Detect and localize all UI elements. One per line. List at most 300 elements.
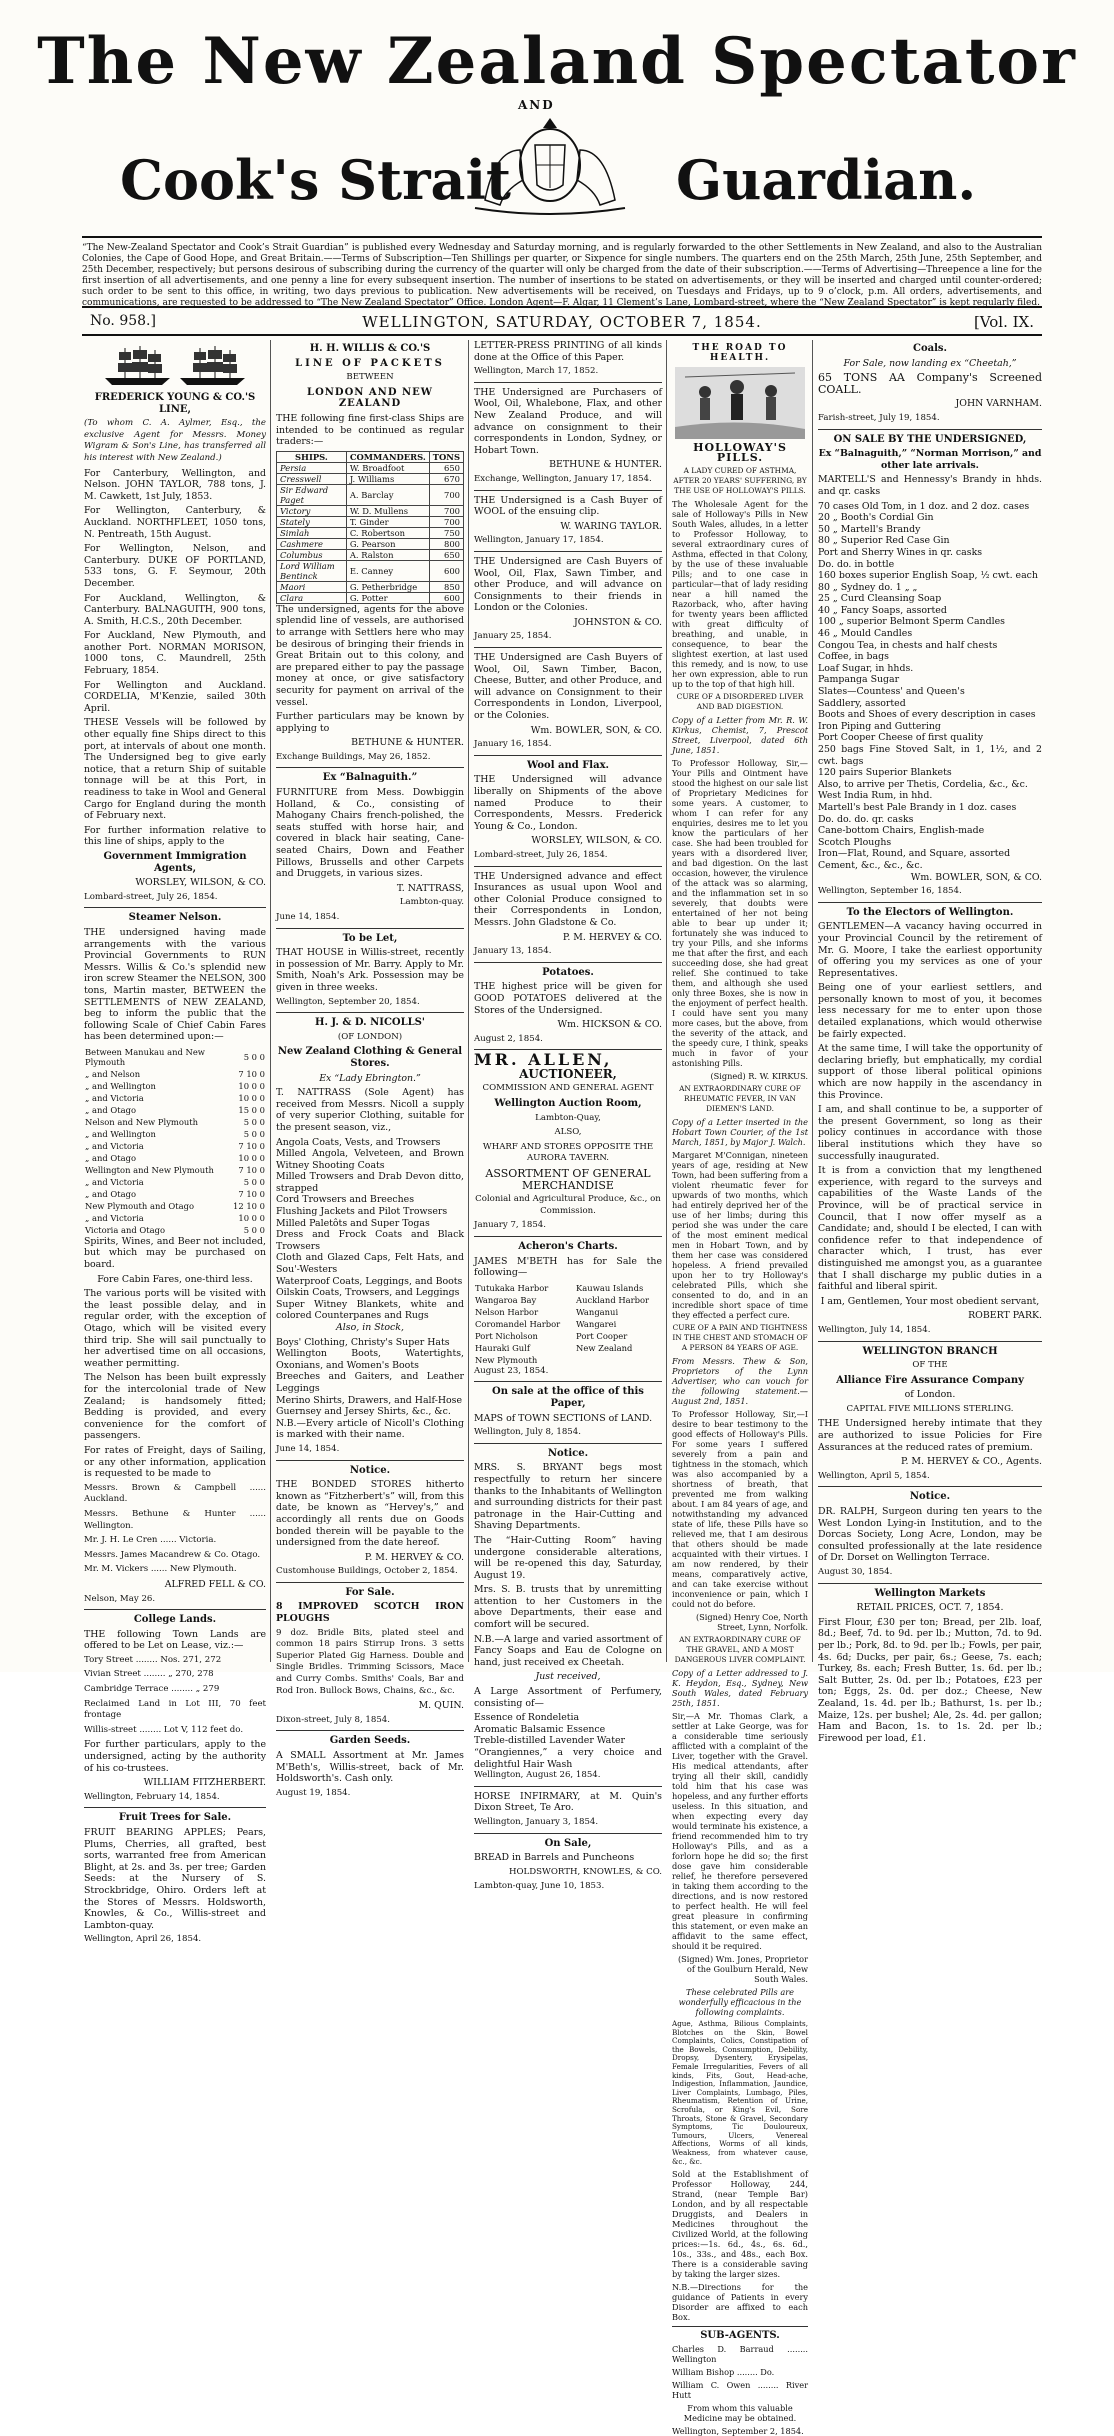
agent-entry: William C. Owen ........ River Hutt bbox=[672, 2380, 808, 2401]
ad-text: THE Undersigned hereby intimate that they are authorized to issue Policies for Fire Assurances at the reduced rates of premium. bbox=[818, 1418, 1042, 1453]
ad-date: January 7, 1854. bbox=[474, 1220, 546, 1231]
clothing-item: Milled Paletôts and Super Togas bbox=[276, 1217, 430, 1229]
fare-row bbox=[84, 1140, 266, 1152]
market-prices: First Flour, £30 per ton; Bread, per 2lb. loaf, 8d.; Beef, 7d. to 9d. per lb.; Mutton, 7d. to 9d. per lb.; Pork, 8d. to 9d. per lb.; Fowls, per pair, 4s. 6d; Ducks, per pair, 6s.; Geese, 7s. each; Turkey, 8s. each; Fresh Butter, 1s. 6d. per lb.; Salt Butter, 2s. 0d. per lb.; Potatoes, £23 per ton; Eggs, 2s. 0d. per doz.; Cheese, New Zealand, 1s. 4d. per lb.; Bathurst, 1s. per lb.; Maize, 12s. per bushel; Ale, 2s. 4d. per gallon; Ham and Bacon, 1s. to 1s. 2d. per lb.; Firewood per load, £1. bbox=[818, 1616, 1042, 1744]
column-divider bbox=[270, 340, 271, 1662]
sailing-ship-icon bbox=[100, 344, 250, 388]
ad-text: Further particulars may be known by applying to bbox=[276, 711, 464, 734]
fare-row bbox=[84, 1128, 266, 1140]
fare-price: 5 0 0 bbox=[243, 1051, 265, 1062]
separator bbox=[474, 647, 662, 648]
ad-heading: LINE OF PACKETS bbox=[295, 357, 445, 369]
ad-heading: Acheron's Charts. bbox=[518, 1241, 618, 1252]
fare-price: 7 10 0 bbox=[238, 1164, 265, 1175]
ad-date: Wellington, September 2, 1854. bbox=[672, 2426, 804, 2436]
fare-route: „ and Otago bbox=[85, 1104, 137, 1115]
ad-heading: Government Immigration Agents, bbox=[103, 850, 247, 874]
ship-commander: T. Ginder bbox=[346, 516, 429, 527]
separator bbox=[818, 1583, 1042, 1584]
ad-text: The Wholesale Agent for the sale of Holloway's Pills in New South Wales, alludes, in a letter to Professor Holloway, to several extraordinary cures of Asthma, effected in that Colony, by the use of these invaluable Pills; and to one case in particular—that of lady residing near a hill named the Razorback, who, after having for twenty years been afflicted with great difficulty of breathing, and unable, in consequence, to bear the slightest exertion, at last used this remedy, and is now, to use her own expression, able to run up to the top of that high hill. bbox=[672, 499, 808, 689]
ad-heading: Notice. bbox=[909, 1491, 951, 1503]
ad-date: Exchange, Wellington, January 17, 1854. bbox=[474, 473, 652, 484]
fare-route: „ and Otago bbox=[85, 1188, 137, 1199]
goods-item: 46 „ Mould Candles bbox=[818, 628, 913, 640]
ad-heading: LONDON AND NEW ZEALAND bbox=[307, 386, 433, 410]
goods-item: 100 „ superior Belmont Sperm Candles bbox=[818, 616, 1005, 628]
fare-route: „ and Victoria bbox=[85, 1212, 144, 1223]
ad-date: Wellington, March 17, 1852. bbox=[474, 366, 599, 377]
ad-subheading: AN EXTRAORDINARY CURE OF RHEUMATIC FEVER, IN VAN DIEMEN'S LAND. bbox=[679, 1084, 801, 1113]
ad-text: The undersigned, agents for the above splendid line of vessels, are authorised to arrange with Settlers here who may be desirous of bringing their friends in Great Britain out to this colony, and are prepared either to pay the passage money at once, or give satisfactory security for payment on arrival of the vessel. bbox=[276, 603, 464, 708]
goods-item: West India Rum, in hhd. bbox=[818, 790, 933, 802]
chart-row bbox=[474, 1354, 662, 1366]
ad-heading: Fruit Trees for Sale. bbox=[118, 1812, 232, 1824]
column-1 bbox=[84, 340, 266, 1945]
ad-signature: Wm. BOWLER, SON, & CO. bbox=[910, 871, 1042, 883]
separator bbox=[474, 962, 662, 963]
ad-heading: Coals. bbox=[912, 343, 948, 354]
goods-item: Slates—Countess' and Queen's bbox=[818, 686, 965, 698]
ad-text: Margaret M'Connigan, nineteen years of age, residing at New Town, had been suffering from a violent rheumatic fever for upwards of two months, which had entirely deprived her of the use of her limbs; during this period she was under the care of the most eminent medical men in Hobart Town, and by them her case was considered hopeless. A friend prevailed upon her to try Holloway's celebrated Pills, which she consented to do, and in an incredible short space of time they effected a perfect cure. bbox=[672, 1150, 808, 1320]
dateline-rule-top bbox=[82, 306, 1042, 308]
ad-heading: SUB-AGENTS. bbox=[700, 2330, 780, 2342]
ship-commander: J. Williams bbox=[346, 473, 429, 484]
goods-item: Martell's best Pale Brandy in 1 doz. cases bbox=[818, 801, 1017, 813]
goods-item: 20 „ Booth's Cordial Gin bbox=[818, 512, 934, 524]
ad-heading: Also, in Stock, bbox=[336, 1322, 404, 1333]
ad-text: It is from a conviction that my lengthened experience, with regard to the surveys and capabilities of the Waste Lands of the Province, will be of practical service in Council, that I now offer myself as a Candidate; and, should I be elected, I can with confidence refer to that independence of character which, I trust, has ever distinguished me amongst you, as a guarantee that I shall discharge my public duties in a faithful and liberal spirit. bbox=[818, 1165, 1042, 1293]
chart-name: Wanganui bbox=[576, 1306, 619, 1317]
ad-heading: Ex “Balnaguith.” bbox=[322, 772, 418, 784]
ad-date: August 19, 1854. bbox=[276, 1787, 351, 1798]
ad-heading: Potatoes. bbox=[542, 966, 594, 978]
fare-route: „ and Victoria bbox=[85, 1140, 144, 1151]
fare-route: „ and Otago bbox=[85, 1152, 137, 1163]
issue-date: WELLINGTON, SATURDAY, OCTOBER 7, 1854. bbox=[362, 313, 762, 331]
agent-entry: Messrs. Bethune & Hunter ...... Wellington. bbox=[84, 1508, 266, 1531]
fares-table bbox=[84, 1046, 266, 1236]
ad-date: Wellington, August 26, 1854. bbox=[474, 1770, 601, 1781]
ad-text: Spirits, Wines, and Beer not included, but which may be purchased on board. bbox=[84, 1235, 266, 1271]
fare-route: „ and Victoria bbox=[85, 1176, 144, 1187]
clothing-item: Cloth and Glazed Caps, Felt Hats, and Sou'-Westers bbox=[276, 1252, 464, 1276]
goods-item: Do. do. in bottle bbox=[818, 558, 895, 570]
perfume-item: Treble-distilled Lavender Water bbox=[474, 1735, 626, 1747]
ship-commander: C. Robertson bbox=[346, 527, 429, 538]
goods-item: Scotch Ploughs bbox=[818, 836, 892, 848]
separator bbox=[276, 928, 464, 929]
ad-date: Wellington, January 3, 1854. bbox=[474, 1816, 599, 1827]
ad-text: From Messrs. Thew & Son, Proprietors of the Lynn Advertiser, who can vouch for the following statement.—August 2nd, 1851. bbox=[672, 1356, 808, 1406]
chart-name: Wangarei bbox=[576, 1318, 617, 1329]
ad-text: A SMALL Assortment at Mr. James M'Beth's, Willis-street, back of Mr. Holdsworth's. Cash only. bbox=[276, 1750, 464, 1785]
ship-tons: 850 bbox=[429, 581, 463, 592]
ad-date: Customhouse Buildings, October 2, 1854. bbox=[276, 1566, 458, 1577]
fare-price: 7 10 0 bbox=[238, 1188, 265, 1199]
ad-date: Nelson, May 26. bbox=[84, 1593, 156, 1604]
ship-name: Clara bbox=[277, 592, 347, 603]
ad-text: To Professor Holloway, Sir,—Your Pills and Ointment have stood the highest on our sale list of Proprietary Medicines for some years. A customer, to whom I can refer for any enquiries, desires me to let you know the particulars of her case. She had been troubled for years with a disordered liver, and bad digestion. On the last occasion, however, the virulence of the attack was so alarming, and the inflammation set in so severely, that doubts were entertained of her not being able to bear up under it; fortunately she was induced to try your Pills, and she informs me that after the first, and each succeeding dose, she had great relief. She continued to take them, and although she used only three Boxes, she is now in the enjoyment of perfect health. I could have sent you many more cases, but the above, from the severity of the attack, and the speedy cure, I think, speaks much in favor of your astonishing Pills. bbox=[672, 758, 808, 1068]
fare-row bbox=[84, 1152, 266, 1164]
fare-price: 5 0 0 bbox=[243, 1176, 265, 1187]
ad-text: The various ports will be visited with the least possible delay, and in regular order, with the exception of Otago, which will be visited every third trip. She will sail punctually to her advertised time on all occasions, weather permitting. bbox=[84, 1288, 266, 1369]
ad-signature: HOLDSWORTH, KNOWLES, & CO. bbox=[509, 1866, 662, 1877]
ad-text: MAPS of TOWN SECTIONS of LAND. bbox=[474, 1412, 653, 1424]
ship-commander: E. Canney bbox=[346, 560, 429, 581]
goods-item: 40 „ Fancy Soaps, assorted bbox=[818, 604, 947, 616]
ad-signature: (Signed) Wm. Jones, Proprietor of the Goulburn Herald, New South Wales. bbox=[677, 1954, 808, 1984]
perfume-item: “Orangiennes,” a very choice and delightful Hair Wash bbox=[474, 1747, 662, 1770]
ship-name: Columbus bbox=[277, 549, 347, 560]
land-entry: Willis-street ........ Lot V, 112 feet do. bbox=[84, 1724, 244, 1735]
ship-row bbox=[277, 538, 464, 549]
ad-text: THE highest price will be given for GOOD POTATOES delivered at the Stores of the Undersigned. bbox=[474, 981, 662, 1016]
ad-signature: P. M. HERVEY & CO. bbox=[562, 931, 662, 943]
ship-tons: 800 bbox=[429, 538, 463, 549]
clothing-item: Waterproof Coats, Leggings, and Boots bbox=[276, 1275, 463, 1287]
ad-date: August 2, 1854. bbox=[474, 1033, 543, 1044]
ad-text: JAMES M'BETH has for Sale the following— bbox=[474, 1255, 662, 1279]
ship-tons: 750 bbox=[429, 527, 463, 538]
ad-text: The Nelson has been built expressly for the intercolonial trade of New Zealand; is handsomely fitted; Bedding is provided, and every convenience for the comfort of passengers. bbox=[84, 1372, 266, 1442]
ad-signature: BETHUNE & HUNTER. bbox=[351, 737, 464, 749]
ad-heading: Wellington Auction Room, bbox=[494, 1098, 642, 1110]
agent-entry: William Bishop ........ Do. bbox=[672, 2367, 775, 2378]
ship-tons: 700 bbox=[429, 505, 463, 516]
ad-date: Lombard-street, July 26, 1854. bbox=[84, 891, 218, 902]
chart-row bbox=[474, 1330, 662, 1342]
ad-date: August 30, 1854. bbox=[818, 1567, 893, 1577]
separator bbox=[818, 902, 1042, 903]
separator bbox=[474, 1236, 662, 1237]
separator bbox=[276, 1460, 464, 1461]
ship-commander: W. D. Mullens bbox=[346, 505, 429, 516]
ad-text: To Professor Holloway, Sir,—I desire to bear testimony to the good effects of Holloway's Pills. For some years I suffered severely from a pain and tightness in the stomach, which was also accompanied by a shortness of breath, that prevented me from walking about. I am 84 years of age, and notwithstanding my advanced state of life, these Pills have so relieved me, that I am desirous that others should be made acquainted with their virtues. I am now rendered, by their means, comparatively active, and can take exercise without inconvenience or pain, which I could not do before. bbox=[672, 1409, 808, 1609]
ship-commander: W. Broadfoot bbox=[346, 462, 429, 473]
goods-list bbox=[818, 501, 1042, 872]
ad-date: January 13, 1854. bbox=[474, 946, 552, 957]
ship-commander: G. Petherbridge bbox=[346, 581, 429, 592]
fare-row bbox=[84, 1200, 266, 1212]
charts-table bbox=[474, 1282, 662, 1366]
ad-subheading: CURE OF A DISORDERED LIVER AND BAD DIGESTION. bbox=[676, 692, 804, 711]
ad-text: THE BONDED STORES hitherto known as “Fitzherbert's” will, from this date, be known as “Hervey's,” and accordingly all rents due on Goods bonded therein will be payable to the undersigned from the date hereof. bbox=[276, 1479, 464, 1549]
land-entry: Tory Street ........ Nos. 271, 272 bbox=[84, 1654, 222, 1665]
ship-row bbox=[277, 462, 464, 473]
ad-text: For further information relative to this line of ships, apply to the bbox=[84, 824, 266, 848]
goods-item: 50 „ Martell's Brandy bbox=[818, 523, 921, 535]
ad-text: Being one of your earliest settlers, and personally known to most of you, it becomes less necessary for me to enter upon those detailed explanations, which would otherwise be fairly expected. bbox=[818, 982, 1042, 1040]
ad-heading: ON SALE BY THE UNDERSIGNED, bbox=[833, 433, 1027, 445]
ad-date: January 16, 1854. bbox=[474, 739, 552, 750]
ad-date: Lambton-quay, June 10, 1853. bbox=[474, 1881, 605, 1892]
engraving-illustration-icon bbox=[675, 367, 805, 439]
fare-row bbox=[84, 1188, 266, 1200]
ad-signature: (Signed) R. W. KIRKUS. bbox=[710, 1071, 808, 1081]
dateline bbox=[82, 310, 1042, 334]
ad-text: FURNITURE from Mess. Dowbiggin Holland, & Co., consisting of Mahogany Chairs french-polished, the seats stuffed with horse hair, and covered in black hair seating, Cane-seated Chairs, Down and Feather Pillows, Brussells and other Carpets and Druggets, in various sizes. bbox=[276, 787, 464, 880]
ad-signature: Wm. BOWLER, SON, & CO. bbox=[530, 724, 662, 736]
ship-row bbox=[277, 505, 464, 516]
ad-text: THE Undersigned will advance liberally on Shipments of the above named Produce to their Correspondents, Messrs. Frederick Young & Co., London. bbox=[474, 774, 662, 832]
ship-name: Maori bbox=[277, 581, 347, 592]
ad-text: HORSE INFIRMARY, at M. Quin's Dixon Street, Te Aro. bbox=[474, 1790, 662, 1814]
chart-name: New Plymouth bbox=[475, 1354, 538, 1365]
clothing-item: Super Witney Blankets, white and colored Counterpanes and Rugs bbox=[276, 1298, 464, 1322]
separator bbox=[474, 551, 662, 552]
perfume-list bbox=[474, 1712, 662, 1770]
ad-date: Wellington, July 14, 1854. bbox=[818, 1324, 931, 1335]
sailing-entry: For Auckland, New Plymouth, and another Port. NORMAN MORISON, 1000 tons, C. Maundrell, 25th February, 1854. bbox=[84, 630, 266, 677]
fare-route: Victoria and Otago bbox=[85, 1224, 166, 1235]
ad-heading: Lambton-Quay, bbox=[535, 1112, 601, 1123]
ad-text: THE following fine first-class Ships are intended to be continued as regular traders:— bbox=[276, 412, 464, 448]
fare-route: New Plymouth and Otago bbox=[85, 1200, 194, 1211]
ad-heading: ASSORTMENT OF GENERAL MERCHANDISE bbox=[485, 1167, 651, 1192]
agent-entry: Messrs. Brown & Campbell ...... Auckland. bbox=[84, 1482, 266, 1505]
separator bbox=[474, 1443, 662, 1444]
fare-row bbox=[84, 1212, 266, 1224]
ship-tons: 700 bbox=[429, 484, 463, 505]
ad-text: GENTLEMEN—A vacancy having occurred in your Provincial Council by the retirement of Mr. G. Moore, I take the earliest opportunity of offering you my services as one of your Representatives. bbox=[818, 921, 1042, 979]
ad-date: Farish-street, July 19, 1854. bbox=[818, 412, 940, 423]
ad-heading: Wellington Markets bbox=[874, 1587, 986, 1599]
ad-text: Colonial and Agricultural Produce, &c., on Commission. bbox=[475, 1194, 661, 1216]
fare-price: 5 0 0 bbox=[243, 1116, 265, 1127]
ad-text: N.B.—A large and varied assortment of Fancy Soaps and Eau de Cologne on hand, just received ex Cheetah. bbox=[474, 1633, 662, 1668]
fare-price: 7 10 0 bbox=[238, 1068, 265, 1079]
ad-signature: WILLIAM FITZHERBERT. bbox=[143, 1777, 266, 1789]
column-divider bbox=[666, 340, 667, 1662]
ad-text: FRUIT BEARING APPLES; Pears, Plums, Cherries, all grafted, best sorts, warranted free from American Blight, at 2s. and 3s. per tree; Garden Seeds: at the Nursery of S. Strockbridge, Ohiro. Orders left at the Stores of Messrs. Holdsworth, Knowles, & Co., Willis-street and Lambton-quay. bbox=[84, 1827, 266, 1931]
column-divider bbox=[468, 340, 469, 1662]
table-header: TONS bbox=[429, 451, 463, 462]
table-header: SHIPS. bbox=[277, 451, 347, 462]
ad-heading: Ex “Balnaguith,” “Norman Morrison,” and other late arrivals. bbox=[818, 448, 1042, 471]
separator bbox=[474, 1786, 662, 1787]
ad-date: June 14, 1854. bbox=[276, 1443, 340, 1454]
ship-name: Sir Edward Paget bbox=[277, 484, 347, 505]
fare-row bbox=[84, 1176, 266, 1188]
clothing-item: Milled Angola, Velveteen, and Brown Witney Shooting Coats bbox=[276, 1148, 464, 1171]
chart-name: Hauraki Gulf bbox=[475, 1342, 530, 1353]
separator bbox=[276, 1582, 464, 1583]
chart-name bbox=[575, 1354, 662, 1366]
stock-item: Merino Shirts, Drawers, and Half-Hose bbox=[276, 1394, 463, 1406]
masthead-title: The New Zealand Spectator bbox=[37, 24, 1077, 99]
sailing-entry: For Wellington, Canterbury, & Auckland. NORTHFLEET, 1050 tons, N. Pentreath, 15th August. bbox=[84, 505, 266, 540]
ad-text: THE Undersigned is a Cash Buyer of WOOL of the ensuing clip. bbox=[474, 494, 662, 518]
chart-row bbox=[474, 1306, 662, 1318]
ad-date: Exchange Buildings, May 26, 1852. bbox=[276, 751, 431, 762]
ad-subheading: CURE OF A PAIN AND TIGHTNESS IN THE CHEST AND STOMACH OF A PERSON 84 YEARS OF AGE. bbox=[672, 1323, 808, 1352]
ad-heading: H. H. WILLIS & CO.'S bbox=[309, 343, 431, 354]
ship-row bbox=[277, 527, 464, 538]
fare-price: 7 10 0 bbox=[238, 1140, 265, 1151]
complaints-list: Ague, Asthma, Bilious Complaints, Blotches on the Skin, Bowel Complaints, Colics, Constipation of the Bowels, Consumption, Debility, Dropsy, Dysentery, Erysipelas, Female Irregularities, Fevers of all kinds, Fits, Gout, Head-ache, Indigestion, Inflammation, Jaundice, Liver Complaints, Lumbago, Piles, Rheumatism, Retention of Urine, Scrofula, or King's Evil, Sore Throats, Stone & Gravel, Secondary Symptoms, Tic Douloureux, Tumours, Ulcers, Venereal Affections, Worms of all kinds, Weakness, from whatever cause, &c., &c. bbox=[672, 2019, 808, 2166]
ships-table bbox=[276, 451, 464, 604]
ship-tons: 600 bbox=[429, 560, 463, 581]
ad-text: Sold at the Establishment of Professor Holloway, 244, Strand, (near Temple Bar) London, and by all respectable Druggists, and Dealers in Medicines throughout the Civilized World, at the following prices:—1s. 6d., 4s., 6s. 6d., 10s., 33s., and 48s., each Box. There is a considerable saving by taking the larger sizes. bbox=[672, 2169, 808, 2280]
goods-item: Also, to arrive per Thetis, Cordelia, &c., &c. bbox=[818, 778, 1028, 790]
fare-row bbox=[84, 1164, 266, 1176]
goods-item: Loaf Sugar, in hhds. bbox=[818, 662, 914, 674]
chart-row bbox=[474, 1294, 662, 1306]
ad-text: DR. RALPH, Surgeon during ten years to the West London Lying-in Institution, and to the Dorcas Society, Long Acre, London, may be consulted professionally at the late residence of Dr. Dorset on Wellington Terrace. bbox=[818, 1506, 1042, 1564]
chart-name: Coromandel Harbor bbox=[475, 1318, 561, 1329]
goods-item: Congou Tea, in chests and half chests bbox=[818, 639, 998, 651]
ship-name: Persia bbox=[277, 462, 347, 473]
ad-heading: (OF LONDON) bbox=[337, 1031, 403, 1042]
ship-commander: A. Barclay bbox=[346, 484, 429, 505]
clothing-item: Dress and Frock Coats and Black Trowsers bbox=[276, 1229, 464, 1252]
ad-date: Lombard-street, July 26, 1854. bbox=[474, 849, 608, 860]
land-entry: Cambridge Terrace ........ „ 279 bbox=[84, 1684, 220, 1695]
ship-row bbox=[277, 592, 464, 603]
ship-commander: A. Ralston bbox=[346, 549, 429, 560]
ship-tons: 600 bbox=[429, 592, 463, 603]
goods-item: 80 „ Superior Red Case Gin bbox=[818, 535, 950, 547]
ad-heading: MR. ALLEN, bbox=[474, 1050, 613, 1070]
ad-text: Sir,—A Mr. Thomas Clark, a settler at Lake George, was for a considerable time seriously afflicted with a complaint of the Liver, together with the Gravel. His medical attendants, after trying all their skill, candidly told him that his case was hopeless, and any further efforts useless. In this situation, and when expecting every day would terminate his existence, a friend recommended him to try Holloway's Pills, and as a forlorn hope he did so; the first dose gave him considerable relief, he therefore persevered in taking them according to the directions, and is now restored to perfect health. He will feel great pleasure in confirming this statement, or even make an affidavit to the same effect, should it be required. bbox=[672, 1711, 808, 1951]
ad-signature: ROBERT PARK. bbox=[968, 1310, 1042, 1322]
ad-text: BREAD in Barrels and Puncheons bbox=[474, 1852, 635, 1864]
chart-row bbox=[474, 1282, 662, 1294]
fare-row bbox=[84, 1224, 266, 1236]
chart-name: Port Cooper bbox=[576, 1330, 628, 1341]
chart-name: Kauwau Islands bbox=[576, 1282, 644, 1293]
ad-signature: M. QUIN. bbox=[418, 1700, 464, 1712]
sailing-entry: For Wellington, Nelson, and Canterbury. DUKE OF PORTLAND, 533 tons, G. F. Seymour, 20th December. bbox=[84, 543, 266, 589]
agent-entry: Charles D. Barraud ........ Wellington bbox=[672, 2344, 808, 2365]
fare-price: 5 0 0 bbox=[243, 1224, 265, 1235]
clothing-item: Oilskin Coats, Trowsers, and Leggings bbox=[276, 1287, 460, 1299]
ad-text: At the same time, I will take the opportunity of declaring briefly, but emphatically, my cordial support of those liberal political opinions which are now happily in the ascendancy in this Province. bbox=[818, 1043, 1042, 1101]
agent-entry: Mr. M. Vickers ...... New Plymouth. bbox=[84, 1564, 237, 1575]
ad-heading: THE ROAD TO HEALTH. bbox=[692, 343, 788, 363]
masthead-subtitle-left: Cook's Strait bbox=[120, 148, 511, 212]
ship-tons: 700 bbox=[429, 516, 463, 527]
volume-number: [Vol. IX. bbox=[973, 313, 1034, 331]
dateline-rule-bottom bbox=[82, 334, 1042, 336]
ad-place: Lambton-quay. bbox=[399, 897, 464, 908]
column-3 bbox=[474, 340, 662, 1892]
ad-text: 65 TONS AA Company's Screened COALL. bbox=[818, 371, 1042, 396]
ad-text: (To whom C. A. Aylmer, Esq., the exclusive Agent for Messrs. Money Wigram & Son's Line, has transferred all his interest with New Zealand.) bbox=[84, 418, 266, 463]
ad-signature: ALFRED FELL & CO. bbox=[164, 1578, 266, 1590]
ad-text: Copy of a Letter inserted in the Hobart Town Courier, of the 1st March, 1851, by Major J. Walch. bbox=[672, 1117, 808, 1147]
ad-text: From whom this valuable Medicine may be obtained. bbox=[683, 2403, 797, 2424]
ad-text: N.B.—Directions for the guidance of Patients in every Disorder are affixed to each Box. bbox=[672, 2282, 808, 2323]
ad-date: Dixon-street, July 8, 1854. bbox=[276, 1714, 391, 1725]
ad-signature: P. M. HERVEY & CO. bbox=[364, 1551, 464, 1563]
ad-subheading: A LADY CURED OF ASTHMA, AFTER 20 YEARS' SUFFERING, BY THE USE OF HOLLOWAY'S PILLS. bbox=[673, 466, 807, 495]
clothing-item: Angola Coats, Vests, and Trowsers bbox=[276, 1136, 441, 1148]
goods-item: Iron Piping and Guttering bbox=[818, 720, 941, 732]
agent-entry: Messrs. James Macandrew & Co. Otago. bbox=[84, 1549, 261, 1560]
ad-heading: Notice. bbox=[349, 1464, 391, 1476]
ad-text: I am, and shall continue to be, a supporter of the present Government, so long as their policy continues in accordance with those liberal institutions which they have so successfully inaugurated. bbox=[818, 1104, 1042, 1162]
stock-item: Wellington Boots, Watertights, Oxonians, and Women's Boots bbox=[276, 1348, 464, 1371]
ad-text: THESE Vessels will be followed by other equally fine Ships direct to this port, at intervals of about one month. The Undersigned beg to give early notice, that a return Ship of suitable tonnage will be at this Port, in readiness to take in Wool and General Cargo for England during the month of February next. bbox=[84, 717, 266, 822]
ad-heading: Steamer Nelson. bbox=[128, 912, 222, 924]
fare-route: „ and Wellington bbox=[85, 1080, 156, 1091]
ad-date: Wellington, April 26, 1854. bbox=[84, 1934, 202, 1945]
ship-name: Simlah bbox=[277, 527, 347, 538]
ad-heading: To be Let, bbox=[342, 932, 398, 944]
separator bbox=[276, 767, 464, 768]
goods-item: Saddlery, assorted bbox=[818, 697, 906, 709]
goods-item: 25 „ Curd Cleansing Soap bbox=[818, 593, 942, 605]
issue-number: No. 958.] bbox=[90, 313, 156, 329]
masthead-rule bbox=[82, 236, 1042, 238]
stock-list bbox=[276, 1337, 464, 1418]
ad-text: 9 doz. Bridle Bits, plated steel and common 18 pairs Stirrup Irons. 3 setts Superior Plated Gig Harness. Double and Single Bridles. Trimming Scissors, Mace and Curry Combs. Smiths' Coals, Bar and Rod Iron. Bullock Bows, Chains, &c., &c. bbox=[276, 1627, 464, 1696]
ship-name: Lord William Bentinck bbox=[277, 560, 347, 581]
perfume-item: Essence of Rondeletia bbox=[474, 1712, 580, 1724]
fare-price: 15 0 0 bbox=[238, 1104, 265, 1115]
column-5 bbox=[818, 340, 1042, 1744]
ship-tons: 670 bbox=[429, 473, 463, 484]
ad-date: Wellington, April 5, 1854. bbox=[818, 1470, 930, 1481]
goods-item: Port Cooper Cheese of first quality bbox=[818, 732, 983, 744]
chart-row bbox=[474, 1342, 662, 1354]
agent-entry: Mr. J. H. Le Cren ...... Victoria. bbox=[84, 1535, 217, 1546]
ad-heading: Wool and Flax. bbox=[526, 759, 610, 771]
chart-name: Auckland Harbor bbox=[576, 1294, 650, 1305]
separator bbox=[276, 1730, 464, 1731]
ship-row bbox=[277, 560, 464, 581]
ad-text: I am, Gentlemen, Your most obedient servant, bbox=[820, 1295, 1040, 1307]
chart-name: Port Nicholson bbox=[475, 1330, 538, 1341]
ad-heading: CAPITAL FIVE MILLIONS STERLING. bbox=[846, 1403, 1014, 1414]
ad-date: January 25, 1854. bbox=[474, 631, 552, 642]
ad-text: MRS. S. BRYANT begs most respectfully to return her sincere thanks to the Inhabitants of Wellington and surrounding districts for their past patronage in the Hair-Cutting and Shaving Departments. bbox=[474, 1462, 662, 1532]
fare-price: 10 0 0 bbox=[238, 1212, 265, 1223]
fare-price: 10 0 0 bbox=[238, 1092, 265, 1103]
ad-text: A Large Assortment of Perfumery, consisting of— bbox=[474, 1686, 662, 1709]
separator bbox=[84, 1609, 266, 1610]
ship-name: Cresswell bbox=[277, 473, 347, 484]
fare-price: 10 0 0 bbox=[238, 1152, 265, 1163]
ad-subheading: AN EXTRAORDINARY CURE OF THE GRAVEL, AND A MOST DANGEROUS LIVER COMPLAINT. bbox=[674, 1635, 806, 1664]
fare-route: „ and Wellington bbox=[85, 1128, 156, 1139]
goods-item: 70 cases Old Tom, in 1 doz. and 2 doz. cases bbox=[818, 500, 1030, 512]
ad-heading: On sale at the office of this Paper, bbox=[492, 1386, 644, 1409]
publication-notice: “The New-Zealand Spectator and Cook’s Strait Guardian” is published every Wednesday and Saturday morning, and is regularly forwarded to the other Settlements in New Zealand, and also to the Australian Colonies, the Cape of Good Hope, and Great Britain.——Terms of Subscription—Ten Shillings per quarter, or Sixpence for single numbers. The quarters end on the 25th March, 25th June, 25th September, and 25th December, respectively; but persons desirous of subscribing during the currency of the quarter will only be charged from the date of their subscription.——Terms of Advertising—Threepence a line for the first insertion of all advertisements, and one penny a line for every subsequent insertion. The number of insertions to be stated on advertisements, or they will be inserted and charged until counter-ordered; such order to be sent to this office, in writing, two days previous to publication. New advertisements will be received, on Tuesdays and Fridays, up to 9 o’clock, p.m. All orders, advertisements, and communications, are requested to be addressed to “The New Zealand Spectator” Office. London Agent—F. Algar, 11 Clement’s Lane, Lombard-street, where the “New Zealand Spectator” is kept regularly filed. bbox=[82, 243, 1042, 308]
ad-heading: Alliance Fire Assurance Company bbox=[836, 1374, 1024, 1386]
ad-text: Mrs. S. B. trusts that by unremitting attention to her Customers in the above Departments, their ease and comfort will be secured. bbox=[474, 1584, 662, 1631]
ad-text: THE Undersigned advance and effect Insurances as usual upon Wool and other Colonial Produce consigned to their Correspondents in London, Messrs. John Gladstone & Co. bbox=[474, 870, 662, 928]
goods-item: Coffee, in bags bbox=[818, 651, 889, 663]
goods-item: Port and Sherry Wines in qr. casks bbox=[818, 546, 983, 558]
ship-row bbox=[277, 516, 464, 527]
ad-heading: WELLINGTON BRANCH bbox=[862, 1345, 998, 1357]
goods-item: 120 pairs Superior Blankets bbox=[818, 767, 952, 779]
ad-heading: Just received, bbox=[535, 1671, 601, 1683]
ad-heading: H. J. & D. NICOLLS' bbox=[315, 1017, 425, 1029]
ad-text: THE Undersigned are Purchasers of Wool, Oil, Whalebone, Flax, and other New Zealand Produce, and will advance on consignment to their correspondents in London, Sydney, or Hobart Town. bbox=[474, 386, 662, 456]
separator bbox=[84, 907, 266, 908]
fare-row bbox=[84, 1080, 266, 1092]
separator bbox=[474, 490, 662, 491]
ad-date: Wellington, September 16, 1854. bbox=[818, 886, 962, 897]
fare-route: Between Manukau and New Plymouth bbox=[85, 1046, 205, 1067]
separator bbox=[474, 755, 662, 756]
ad-text: MARTELL'S and Hennessy's Brandy in hhds. and qr. casks bbox=[818, 474, 1042, 497]
ad-text: THAT HOUSE in Willis-street, recently in possession of Mr. Barry. Apply to Mr. Smith, Noah's Ark. Possession may be given in three weeks. bbox=[276, 947, 464, 993]
sailing-entry: For Auckland, Wellington, & Canterbury. BALNAGUITH, 900 tons, A. Smith, H.C.S., 20th December. bbox=[84, 592, 266, 627]
